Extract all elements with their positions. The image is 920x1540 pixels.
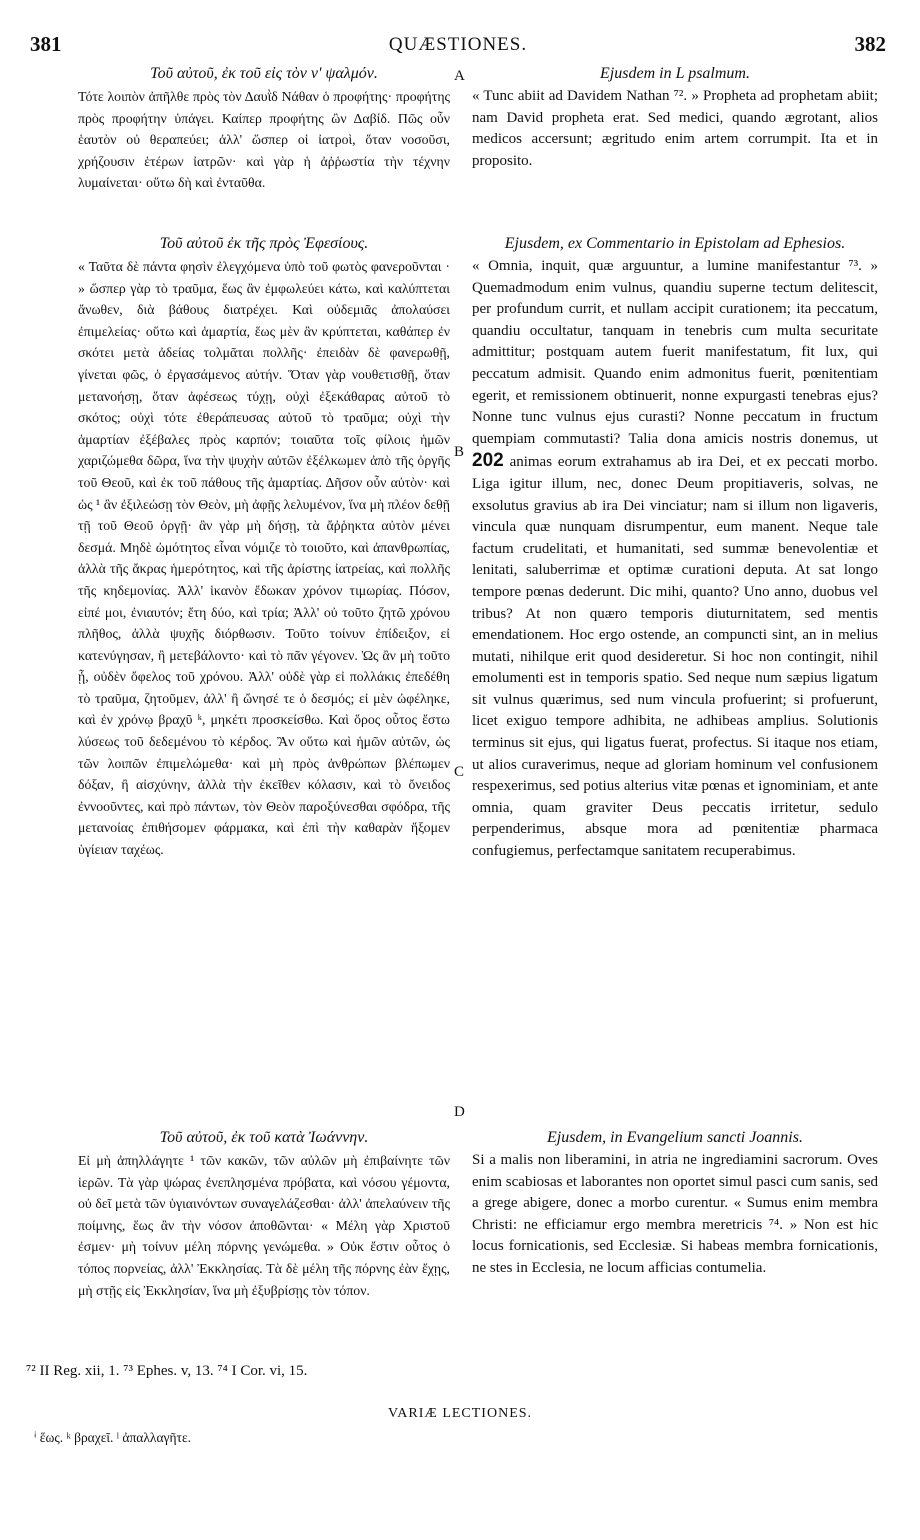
latin-section-ephesians (472, 234, 878, 863)
margin-letter-d: D (454, 1104, 465, 1120)
latin-section-john (472, 1128, 878, 1280)
margin-letter-c: C (454, 764, 465, 780)
greek-section-text: Τότε λοιπὸν ἀπῆλθε πρὸς τὸν Δαυῒδ Νάθαν ὁ προφήτης· προφήτης πρὸς προφήτην ὑπάγει. Καίπερ προφήτης ὢν Δαβίδ. Πῶς οὖν ἑαυτὸν οὐ θεραπεύει; ἀλλ' ὥσπερ οἱ ἰατροὶ, ὅταν νοσοῦσι, χρήζουσιν ἑτέρων ἰατρῶν· καὶ γὰρ ἡ ἀῤῥωστία τὴν τέχνην λυμαίνεται· οὕτω δὴ καὶ ἐνταῦθα. (78, 89, 450, 191)
latin-section-text: Si a malis non liberamini, in atria ne ingrediamini sacrorum. Oves enim scabiosas et laborantes non oportet simul pasci cum sanis, sed a grege abigere, donec a morbo curentur. « Sumus enim membra Christi: ne efficiamur ergo membra meretricis ⁷⁴. » Non est hic locus fornicationis, sed Ecclesiæ. Si habeas membra fornicationis, ne stes in Ecclesia, ne locum afficias contumelia. (472, 1152, 878, 1276)
latin-text-part-a: « Omnia, inquit, quæ arguuntur, a lumine manifestantur ⁷³. » Quemadmodum enim vulnus, quandiu superne tectum delitescit, per profundum currit, et nullam accipit curationem; ita peccatum, quandiu occultatur, tanquam in tenebris cum multa securitate admittitur; postquam autem fuerit manifestatum, fit lux, qui peccatum admisit. Quando enim admonitus fuerit, pœnitentiam egerit, et remissionem obtinuerit, nonne expurgasti tenebras ejus? Nonne tunc vulnus ejus curasti? Nonne peccatum in fructum quempiam commutasti? Talia dona amicis nostris donemus, ut (472, 258, 878, 447)
greek-section-title: Τοῦ αὐτοῦ, ἐκ τοῦ εἰς τὸν ν' ψαλμόν. (150, 65, 378, 82)
greek-section-title: Τοῦ αὐτοῦ ἐκ τῆς πρὸς Ἐφεσίους. (159, 235, 369, 252)
greek-section-john (78, 1128, 450, 1301)
running-title: QUÆSTIONES. (388, 34, 528, 55)
greek-section-psalm (78, 64, 450, 194)
latin-section-psalm (472, 64, 878, 172)
greek-section-text: Εἰ μὴ ἀπηλλάγητε ¹ τῶν κακῶν, τῶν αὐλῶν μὴ ἐπιβαίνητε τῶν ἱερῶν. Τὰ γὰρ ψώρας ἐνεπλησμένα πρόβατα, καὶ νόσου γέμοντα, οὐ δεῖ μετὰ τῶν ὑγιαινόντων συναγελάζεσθαι· ἀλλ' ἀπελαύνειν τῆς ποίμνης, ἕως ἂν τὴν νόσον ἀποθῶνται· « Μέλη γὰρ Χριστοῦ ἐσμεν· μὴ τοίνυν μέλη πόρνης γενώμεθα. » Οὐκ ἔστιν οὗτος ὁ τόπος πορνείας, ἀλλ' Ἐκκλησίας. Τὰ δὲ μέλη τῆς πόρνης ἐὰν ἔχῃς, μὴ στῇς εἰς Ἐκκλησίαν, ἵνα μὴ ἐξυβρίσῃς τὸν τόπον. (78, 1153, 450, 1298)
page-number-right: 382 (854, 32, 886, 56)
footnotes: ⁷² II Reg. xii, 1. ⁷³ Ephes. v, 13. ⁷⁴ I Cor. vi, 15. (26, 1363, 308, 1379)
latin-section-text (472, 256, 878, 863)
column-marker-number: 202 (472, 450, 504, 472)
latin-section-title: Ejusdem in L psalmum. (600, 65, 750, 82)
greek-section-ephesians (78, 234, 450, 861)
page-header (30, 32, 886, 58)
page-number-left: 381 (30, 32, 62, 56)
margin-letter-b: B (454, 444, 465, 460)
variae-lectiones-text: ⁱ ἕως. ᵏ βραχεῖ. ˡ ἀπαλλαγῆτε. (34, 1430, 192, 1445)
latin-section-text: « Tunc abiit ad Davidem Nathan ⁷². » Propheta ad prophetam abiit; nam David propheta erat. Sed medici, quando ægrotant, alios medicos accersunt; ægritudo enim artem corrumpit. Ita et in proposito. (472, 88, 878, 169)
latin-section-title: Ejusdem, in Evangelium sancti Joannis. (547, 1129, 803, 1146)
latin-text-part-b: animas eorum extrahamus ab ira Dei, et ex peccati morbo. Liga igitur illum, nec, donec Deum propitiaveris, solvas, ne exsolutus gravius ab ira Dei vinciatur; nam si illum non ligaveris, vincula quæ nunquam disrumpentur, eum manent. Neque tale factum crudelitati, et humanitati, sed summæ benevolentiæ et lenitati, saluberrimæ et optimæ curationi deputa. At sat longo tempore pœnas dederunt. Dic mihi, quanto? Uno anno, duobus vel tribus? At non quæro temporis diuturnitatem, sed mentis emendationem. Hoc ergo ostende, an compuncti sint, an in melius mutati, nihilque erit quod desideretur. Si hoc non contingit, nihil emolumenti est in temporis spatio. Sed neque num sæpius ligatum sit vulnus quærimus, sed num vincula profuerint; si profuerunt, licet exiguo tempore adhibita, ne adhibeas amplius. Solutionis terminus sit ejus, qui ligatus fuerat, profectus. Si itaque nos etiam, ut alios curaverimus, neque ad gloriam hominum vel confusionem respexerimus, sed potius alterius vitæ pœnas et ignominiam, et ante omnia, quam graviter Deus peccatis irritetur, sedulo perpenderimus, absque mora ad pœnitentiæ pharmaca confugiemus, perfectamque sanitatem recuperabimus. (472, 454, 878, 860)
margin-letter-a: A (454, 68, 465, 84)
latin-section-title: Ejusdem, ex Commentario in Epistolam ad Ephesios. (504, 235, 846, 252)
greek-section-title: Τοῦ αὐτοῦ, ἐκ τοῦ κατὰ Ἰωάννην. (159, 1129, 369, 1146)
greek-section-text: « Ταῦτα δὲ πάντα φησὶν ἐλεγχόμενα ὑπὸ τοῦ φωτὸς φανεροῦνται · » ὥσπερ γὰρ τὸ τραῦμα, ἕως ἂν ἐμφωλεύει κάτω, καὶ καλύπτεται ἄνωθεν, διὰ βάθους διατρέχει. Καὶ οὐδεμιᾶς ἀπολαύσει ἐπιμελείας· οὕτω καὶ ἁμαρτία, ἕως μὲν ἂν κρύπτεται, καθάπερ ἐν σκότει μετὰ ἀδείας τολμᾶται πολλῆς· ἐπειδὰν δὲ φανερωθῇ, γίνεται φῶς, ὁ ἐργασάμενος αὐτήν. Ὅταν γὰρ νουθετισθῇ, ὅταν μετανοήσῃ, ὅταν ἀφέσεως τύχῃ, οὐχὶ ἐξεκάθαρας αὐτοῦ τὸ σκότος; οὐχὶ τότε ἐθεράπευσας αὐτοῦ τὸ τραῦμα; οὐχὶ τὴν ἁμαρτίαν ἐξέβαλες πρὸς καρπόν; τοιαῦτα τοῖς φίλοις ἡμῶν χαριζώμεθα δῶρα, ἵνα τὴν ψυχὴν αὐτῶν ἐξέλκωμεν ἀπὸ τῆς ὀργῆς τοῦ Θεοῦ, καὶ ἐκ τοῦ πάθους τῆς ἁμαρτίας. Δῆσον οὖν αὐτὸν· καὶ ὡς ¹ ἂν ἐξιλεώσῃ τὸν Θεὸν, μὴ ἀφῇς λελυμένον, ἵνα μὴ πλέον δεθῇ τῇ τοῦ Θεοῦ ὀργῇ· ἂν γὰρ μὴ δήσῃ, τὰ ἄῤῥηκτα αὐτὸν μένει δεσμά. Μηδὲ ὠμότητος εἶναι νόμιζε τὸ τοιοῦτο, καὶ ἀπανθρωπίας, ἀλλὰ τῆς ἄκρας ἡμερότητος, καὶ τῆς ἀρίστης ἰατρείας, καὶ πολλῆς τῆς κηδεμονίας. Ἀλλ' ἱκανὸν ἔδωκαν χρόνον τιμωρίας. Πόσον, εἰπέ μοι, ἐνιαυτόν; ἔτη δύο, καὶ τρία; Ἀλλ' οὐ τοῦτο ζητῶ χρόνου πλῆθος, ἀλλὰ ψυχῆς διόρθωσιν. Τοῦτο τοίνυν ἐπίδειξον, εἰ κατενύγησαν, ἢ μετεβάλοντο· καὶ τὸ πᾶν γέγονεν. Ὡς ἂν μὴ τοῦτο ᾖ, οὐδὲν ὄφελος τοῦ χρόνου. Ἀλλ' οὐδὲ γὰρ εἰ πολλάκις ἐπεδέθη τὸ τραῦμα, ζητοῦμεν, ἀλλ' ἢ ὤνησέ τε ὁ δεσμός; εἰ μὲν ὠφέληκε, καὶ ἐν χρόνῳ βραχῦ ᵏ, μηκέτι προσκείσθω. Καὶ ὅρος οὗτος ἔστω λύσεως τοῦ δεδεμένου τὸ κέρδος. Ἂν οὕτω καὶ ἡμῶν αὐτῶν, ὡς τῶν λοιπῶν ἐπιμελώμεθα· καὶ μὴ πρὸς ἀνθρώπων βλέπωμεν δόξαν, ἢ αἰσχύνην, ἀλλὰ τὴν ἐκεῖθεν κόλασιν, καὶ τὸ ὄνειδος ἐννοοῦντες, καὶ πρὸ πάντων, τὸν Θεὸν παροξύνεσθαι σφόδρα, τῆς μετανοίας ἐπιθήσομεν φάρμακα, καὶ ἐπὶ τὴν καθαρὰν ἥξομεν ὑγίειαν ταχέως. (78, 259, 450, 858)
variae-lectiones-title: VARIÆ LECTIONES. (387, 1406, 533, 1421)
